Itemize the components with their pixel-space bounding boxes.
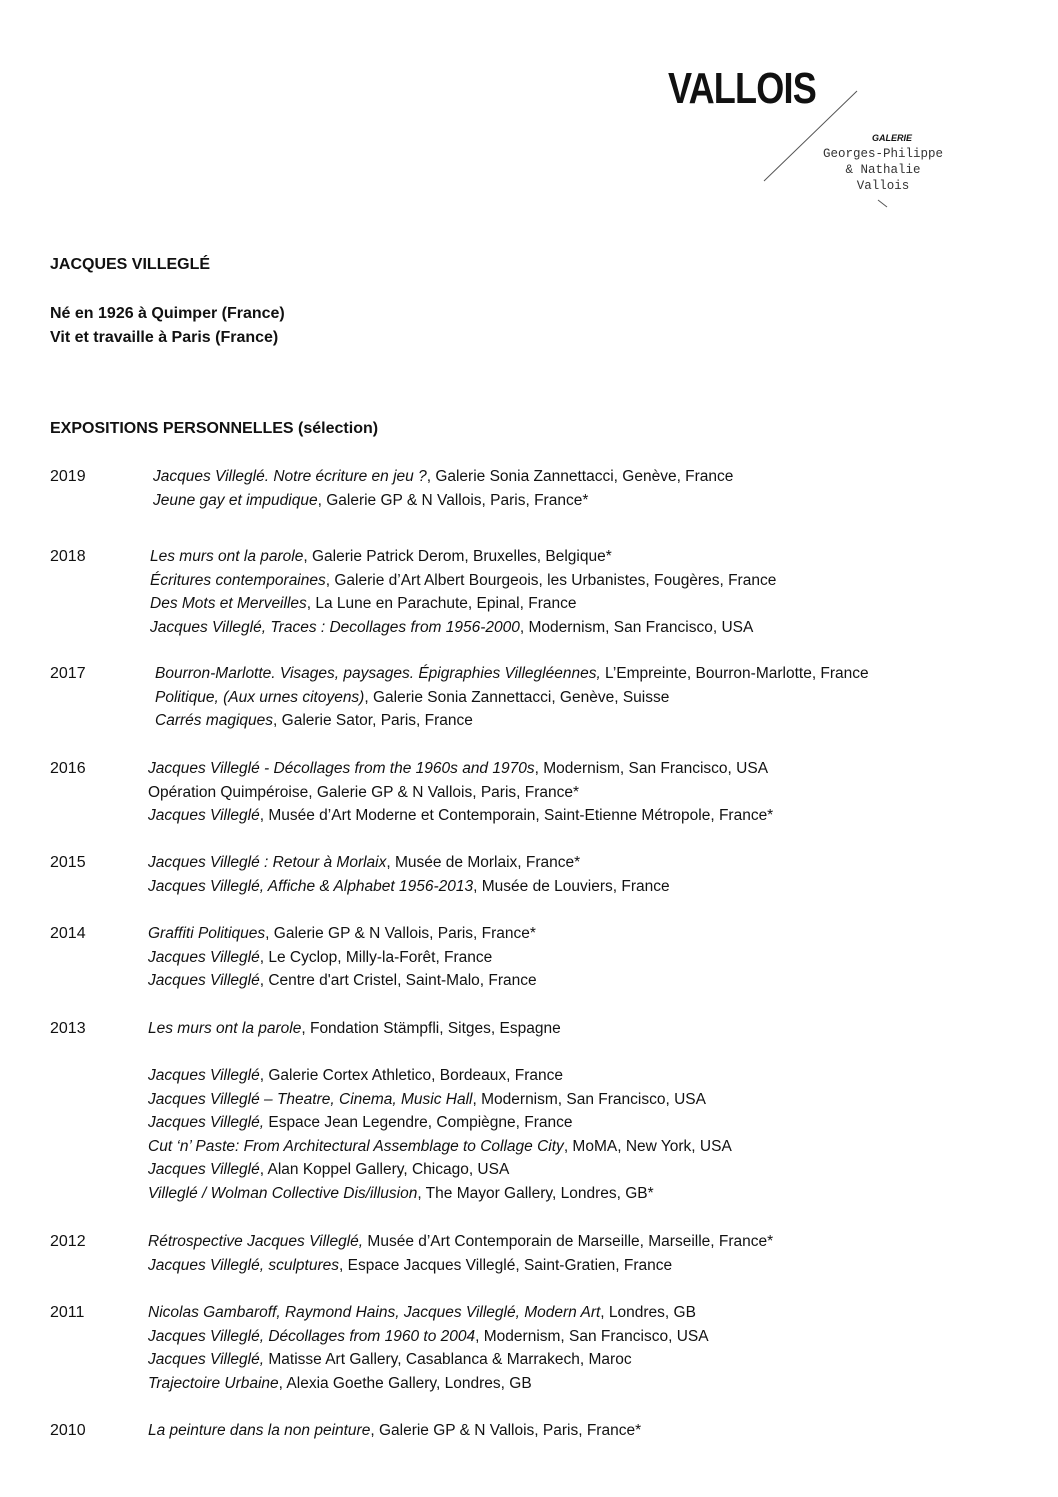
exhibition-venue: Opération Quimpéroise, Galerie GP & N Vallois, Paris, France*: [148, 783, 580, 801]
exhibition-entry: [153, 492, 588, 510]
exhibition-year: 2010: [50, 1422, 86, 1439]
exhibition-entry: [148, 1233, 773, 1251]
exhibition-title: Rétrospective Jacques Villeglé,: [148, 1233, 364, 1250]
exhibition-venue: , Alan Koppel Gallery, Chicago, USA: [259, 1161, 510, 1178]
exhibition-venue: , The Mayor Gallery, Londres, GB*: [417, 1184, 654, 1202]
exhibition-year: 2019: [50, 468, 86, 485]
exhibition-entry: [148, 972, 537, 990]
exhibition-title: Carrés magiques: [155, 712, 274, 729]
exhibition-title: Jacques Villeglé: [148, 1161, 260, 1178]
exhibition-entry: [148, 1091, 706, 1109]
exhibition-venue: , Londres, GB: [600, 1304, 696, 1321]
exhibition-entry: [148, 1375, 532, 1393]
exhibition-entry: [148, 1185, 654, 1203]
exhibition-venue: , Fondation Stämpfli, Sitges, Espagne: [301, 1020, 561, 1037]
exhibition-venue: , Musée d’Art Moderne et Contemporain, Saint-Etienne Métropole, France*: [259, 807, 774, 824]
exhibition-venue: , Modernism, San Francisco, USA: [519, 618, 754, 636]
exhibition-venue: , Galerie Sator, Paris, France: [273, 712, 473, 729]
exhibition-entry: [148, 1304, 696, 1322]
exhibition-entry: [148, 1067, 563, 1085]
exhibition-venue: Matisse Art Gallery, Casablanca & Marrakech, Maroc: [264, 1351, 632, 1368]
exhibition-title: Jacques Villeglé : Retour à Morlaix: [148, 854, 387, 871]
exhibition-venue: , Centre d'art Cristel, Saint-Malo, France: [259, 972, 537, 989]
exhibition-entry: [153, 468, 733, 486]
exhibition-year: 2016: [50, 760, 86, 777]
exhibition-entry: [148, 854, 580, 872]
exhibition-venue: , Galerie Sonia Zannettacci, Genève, Suisse: [364, 688, 670, 706]
exhibition-title: Jacques Villeglé, Décollages from 1960 to 2004: [148, 1327, 476, 1345]
exhibition-entry: [155, 665, 869, 683]
exhibition-year: 2018: [50, 548, 86, 565]
gallery-name-line: Vallois: [856, 179, 910, 193]
logo-tick-mark: [877, 199, 889, 209]
exhibition-venue: , Musée de Louviers, France: [473, 877, 670, 895]
exhibition-title: Bourron-Marlotte. Visages, paysages. Épigraphies Villegléennes,: [155, 665, 601, 682]
exhibition-title: Jacques Villeglé: [148, 972, 260, 989]
artist-residence: Vit et travaille à Paris (France): [50, 329, 279, 346]
exhibition-venue: , Galerie Patrick Derom, Bruxelles, Belgique*: [303, 548, 612, 565]
exhibition-entry: [155, 712, 473, 730]
exhibition-venue: , Galerie Cortex Athletico, Bordeaux, France: [259, 1067, 563, 1084]
exhibition-year: 2013: [50, 1020, 86, 1037]
exhibition-entry: [150, 572, 776, 590]
exhibition-entry: [148, 1422, 641, 1440]
section-title: EXPOSITIONS PERSONNELLES (sélection): [50, 420, 379, 437]
exhibition-venue: L’Empreinte, Bourron-Marlotte, France: [600, 665, 869, 682]
exhibition-title: Nicolas Gambaroff, Raymond Hains, Jacques Villeglé, Modern Art: [148, 1304, 601, 1321]
exhibition-title: Graffiti Politiques: [148, 925, 266, 942]
exhibition-entry: [155, 689, 669, 707]
artist-bio: [50, 302, 285, 350]
exhibition-entry: [150, 595, 576, 613]
exhibition-title: Jeune gay et impudique: [153, 491, 318, 509]
exhibition-title: Jacques Villeglé – Theatre, Cinema, Music Hall: [148, 1090, 473, 1108]
exhibition-entry: [148, 878, 670, 896]
exhibition-venue: , MoMA, New York, USA: [563, 1137, 732, 1155]
exhibition-title: Des Mots et Merveilles: [150, 595, 307, 612]
exhibition-entry: [148, 1351, 632, 1369]
exhibition-venue: , Musée de Morlaix, France*: [386, 854, 581, 871]
exhibition-venue: , Espace Jacques Villeglé, Saint-Gratien, France: [339, 1256, 673, 1274]
exhibition-venue: Espace Jean Legendre, Compiègne, France: [264, 1114, 573, 1131]
exhibition-entry: [148, 1161, 509, 1179]
exhibition-year: 2014: [50, 925, 86, 942]
exhibition-venue: , Galerie GP & N Vallois, Paris, France*: [317, 491, 589, 509]
exhibition-year: 2012: [50, 1233, 86, 1250]
exhibition-title: Jacques Villeglé: [148, 807, 260, 824]
artist-birth: Né en 1926 à Quimper (France): [50, 305, 285, 322]
exhibition-entry: [150, 548, 612, 566]
exhibition-title: Trajectoire Urbaine: [148, 1374, 279, 1392]
exhibition-entry: [148, 760, 768, 778]
gallery-owner-names: [808, 146, 958, 194]
exhibition-title: Les murs ont la parole: [148, 1020, 302, 1037]
exhibition-title: Jacques Villeglé,: [148, 1351, 265, 1368]
exhibition-entry: [148, 1257, 672, 1275]
exhibition-venue: , Alexia Goethe Gallery, Londres, GB: [278, 1374, 532, 1392]
exhibition-venue: , Modernism, San Francisco, USA: [534, 760, 769, 777]
exhibition-title: Jacques Villeglé,: [148, 1114, 265, 1131]
exhibition-entry: [148, 807, 773, 825]
exhibition-year: 2015: [50, 854, 86, 871]
exhibition-venue: , Le Cyclop, Milly-la-Forêt, France: [259, 948, 493, 966]
exhibition-entry: [148, 1328, 709, 1346]
exhibition-title: Jacques Villeglé: [148, 1067, 260, 1084]
exhibition-entry: [148, 1020, 561, 1038]
artist-name: JACQUES VILLEGLÉ: [50, 256, 211, 273]
exhibition-title: Jacques Villeglé, sculptures: [148, 1256, 339, 1274]
gallery-logo: VALLOIS: [668, 64, 816, 113]
exhibition-venue: , Galerie Sonia Zannettacci, Genève, France: [426, 468, 734, 485]
exhibition-venue: Musée d’Art Contemporain de Marseille, Marseille, France*: [363, 1233, 774, 1250]
gallery-name-line: & Nathalie: [845, 163, 921, 177]
exhibition-entry: [148, 784, 579, 802]
exhibition-entry: [148, 1138, 732, 1156]
exhibition-title: Les murs ont la parole: [150, 548, 304, 565]
exhibition-venue: , Modernism, San Francisco, USA: [475, 1327, 709, 1345]
exhibition-venue: , La Lune en Parachute, Epinal, France: [306, 595, 577, 612]
exhibition-entry: [148, 949, 492, 967]
exhibition-title: Jacques Villeglé, Affiche & Alphabet 1956-2013: [148, 877, 474, 895]
exhibition-title: Jacques Villeglé, Traces : Decollages from 1956-2000: [150, 618, 520, 636]
exhibition-entry: [150, 619, 753, 637]
exhibition-title: Écritures contemporaines: [150, 571, 326, 589]
gallery-label: GALERIE: [872, 133, 913, 143]
gallery-name-line: Georges-Philippe: [822, 147, 944, 161]
exhibition-title: Villeglé / Wolman Collective Dis/illusion: [148, 1184, 418, 1202]
exhibition-venue: , Modernism, San Francisco, USA: [472, 1090, 706, 1108]
exhibition-year: 2011: [50, 1304, 85, 1321]
exhibition-title: Cut ‘n’ Paste: From Architectural Assemblage to Collage City: [148, 1137, 564, 1155]
exhibition-entry: [148, 925, 536, 943]
exhibition-title: Jacques Villeglé - Décollages from the 1960s and 1970s: [148, 760, 535, 777]
exhibition-title: Jacques Villeglé: [148, 948, 260, 966]
exhibition-title: Jacques Villeglé. Notre écriture en jeu ?: [153, 468, 427, 485]
exhibition-title: Politique, (Aux urnes citoyens): [155, 688, 365, 706]
exhibition-entry: [148, 1114, 573, 1132]
exhibition-venue: , Galerie d’Art Albert Bourgeois, les Urbanistes, Fougères, France: [325, 571, 777, 589]
exhibition-year: 2017: [50, 665, 86, 682]
exhibition-venue: , Galerie GP & N Vallois, Paris, France*: [370, 1422, 642, 1439]
exhibition-venue: , Galerie GP & N Vallois, Paris, France*: [265, 925, 536, 942]
exhibition-title: La peinture dans la non peinture: [148, 1422, 371, 1439]
